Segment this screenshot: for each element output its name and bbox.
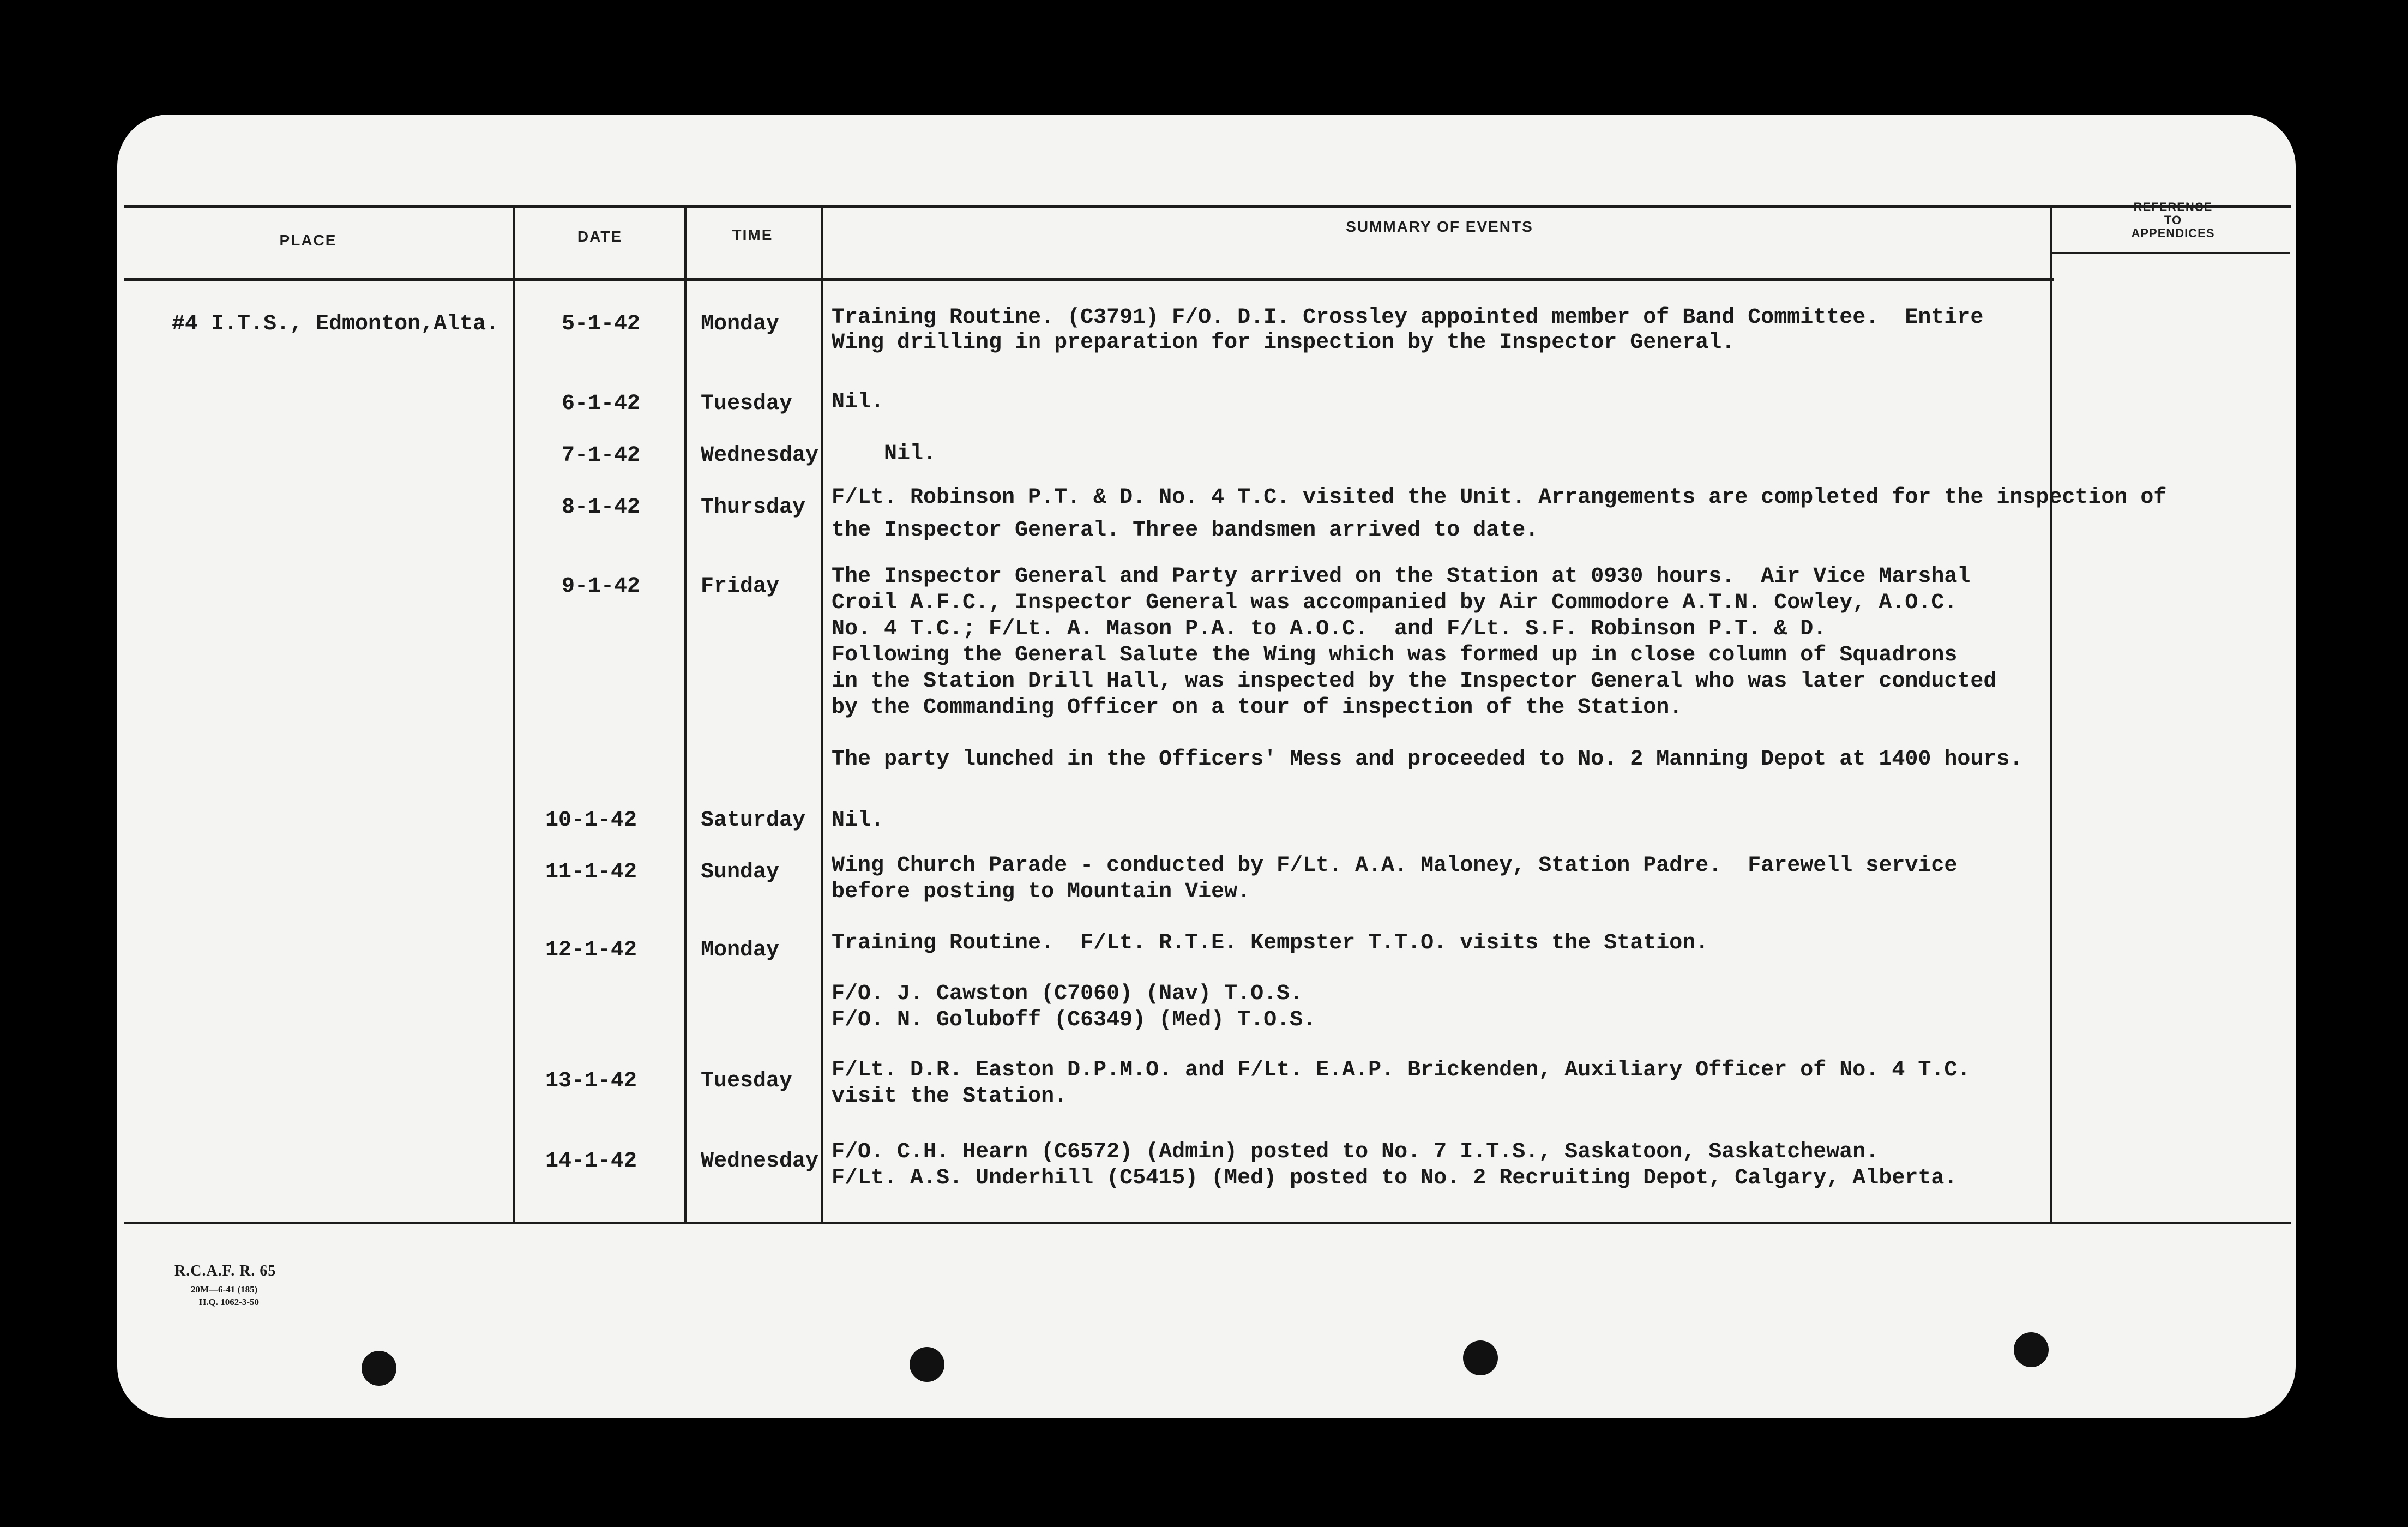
day-cell: Thursday — [701, 495, 806, 520]
binder-hole — [2014, 1332, 2049, 1367]
day-cell: Friday — [701, 574, 780, 599]
summary-line: F/O. C.H. Hearn (C6572) (Admin) posted to No. 7 I.T.S., Saskatoon, Saskatchewan. — [832, 1140, 1879, 1164]
summary-line: before posting to Mountain View. — [832, 880, 1251, 904]
header-date: DATE — [577, 228, 623, 245]
date-cell: 12-1-42 — [545, 938, 637, 963]
summary-line: the Inspector General. Three bandsmen arrived to date. — [832, 518, 1539, 543]
summary-line: F/O. J. Cawston (C7060) (Nav) T.O.S. — [832, 982, 1303, 1006]
top-rule — [124, 205, 2291, 208]
day-cell: Wednesday — [701, 443, 819, 468]
summary-line: visit the Station. — [832, 1084, 1068, 1109]
summary-line: Wing drilling in preparation for inspection by the Inspector General. — [832, 330, 1735, 355]
summary-line: No. 4 T.C.; F/Lt. A. Mason P.A. to A.O.C. and F/Lt. S.F. Robinson P.T. & D. — [832, 617, 1827, 641]
summary-line: The party lunched in the Officers' Mess and proceeded to No. 2 Manning Depot at 1400 hours. — [832, 747, 2023, 772]
divider-place-date — [513, 207, 515, 1224]
summary-line: F/O. N. Goluboff (C6349) (Med) T.O.S. — [832, 1008, 1316, 1032]
binder-hole — [362, 1351, 396, 1386]
header-reference-line2: TO — [2164, 213, 2182, 227]
header-reference-line3: APPENDICES — [2131, 226, 2215, 240]
binder-hole — [1463, 1340, 1498, 1375]
date-cell: 10-1-42 — [545, 808, 637, 833]
summary-line: F/Lt. D.R. Easton D.P.M.O. and F/Lt. E.A.P. Brickenden, Auxiliary Officer of No. 4 T.C. — [832, 1058, 1971, 1083]
divider-date-time — [684, 207, 687, 1224]
header-place: PLACE — [279, 232, 337, 249]
date-cell: 14-1-42 — [545, 1149, 637, 1174]
date-cell: 8-1-42 — [562, 495, 641, 520]
diary-form-card — [117, 115, 2296, 1418]
bottom-rule — [124, 1222, 2291, 1224]
header-reference — [2058, 201, 2287, 240]
date-cell: 6-1-42 — [562, 392, 641, 416]
day-cell: Sunday — [701, 860, 780, 885]
divider-summary-ref — [2050, 207, 2052, 1224]
day-cell: Wednesday — [701, 1149, 819, 1174]
header-bottom-rule — [124, 278, 2054, 281]
date-cell: 7-1-42 — [562, 443, 641, 468]
form-hq-line: H.Q. 1062-3-50 — [199, 1297, 260, 1307]
summary-line: Training Routine. F/Lt. R.T.E. Kempster T.T.O. visits the Station. — [832, 931, 1709, 955]
summary-line: The Inspector General and Party arrived on the Station at 0930 hours. Air Vice Marshal — [832, 564, 1971, 589]
form-number: R.C.A.F. R. 65 — [174, 1263, 276, 1279]
place-cell: #4 I.T.S., Edmonton,Alta. — [172, 312, 499, 336]
divider-time-summary — [821, 207, 823, 1224]
day-cell: Tuesday — [701, 1069, 793, 1093]
form-print-line: 20M—6-41 (185) — [191, 1284, 258, 1295]
summary-line: Nil. — [832, 390, 884, 414]
date-cell: 5-1-42 — [562, 312, 641, 336]
header-time: TIME — [732, 226, 773, 243]
date-cell: 13-1-42 — [545, 1069, 637, 1093]
day-cell: Tuesday — [701, 392, 793, 416]
summary-line: by the Commanding Officer on a tour of inspection of the Station. — [832, 695, 1683, 720]
summary-line: Nil. — [832, 808, 884, 833]
binder-hole — [910, 1347, 944, 1382]
summary-line: Nil. — [832, 442, 937, 466]
summary-line: Croil A.F.C., Inspector General was accompanied by Air Commodore A.T.N. Cowley, A.O.C. — [832, 591, 1958, 615]
date-cell: 9-1-42 — [562, 574, 641, 599]
header-reference-line1: REFERENCE — [2133, 200, 2213, 214]
summary-line: Following the General Salute the Wing which was formed up in close column of Squadrons — [832, 643, 1958, 668]
summary-line: F/Lt. A.S. Underhill (C5415) (Med) posted to No. 2 Recruiting Depot, Calgary, Alberta. — [832, 1166, 1958, 1191]
summary-line: Wing Church Parade - conducted by F/Lt. A.A. Maloney, Station Padre. Farewell service — [832, 853, 1958, 878]
summary-line: F/Lt. Robinson P.T. & D. No. 4 T.C. visited the Unit. Arrangements are completed for the inspection of — [832, 485, 2167, 510]
day-cell: Saturday — [701, 808, 806, 833]
ref-header-rule — [2050, 252, 2290, 254]
summary-line: Training Routine. (C3791) F/O. D.I. Crossley appointed member of Band Committee. Entire — [832, 305, 1984, 330]
header-summary: SUMMARY OF EVENTS — [1346, 218, 1533, 235]
date-cell: 11-1-42 — [545, 860, 637, 885]
summary-line: in the Station Drill Hall, was inspected by the Inspector General who was later conducted — [832, 669, 1997, 694]
day-cell: Monday — [701, 938, 780, 963]
day-cell: Monday — [701, 312, 780, 336]
